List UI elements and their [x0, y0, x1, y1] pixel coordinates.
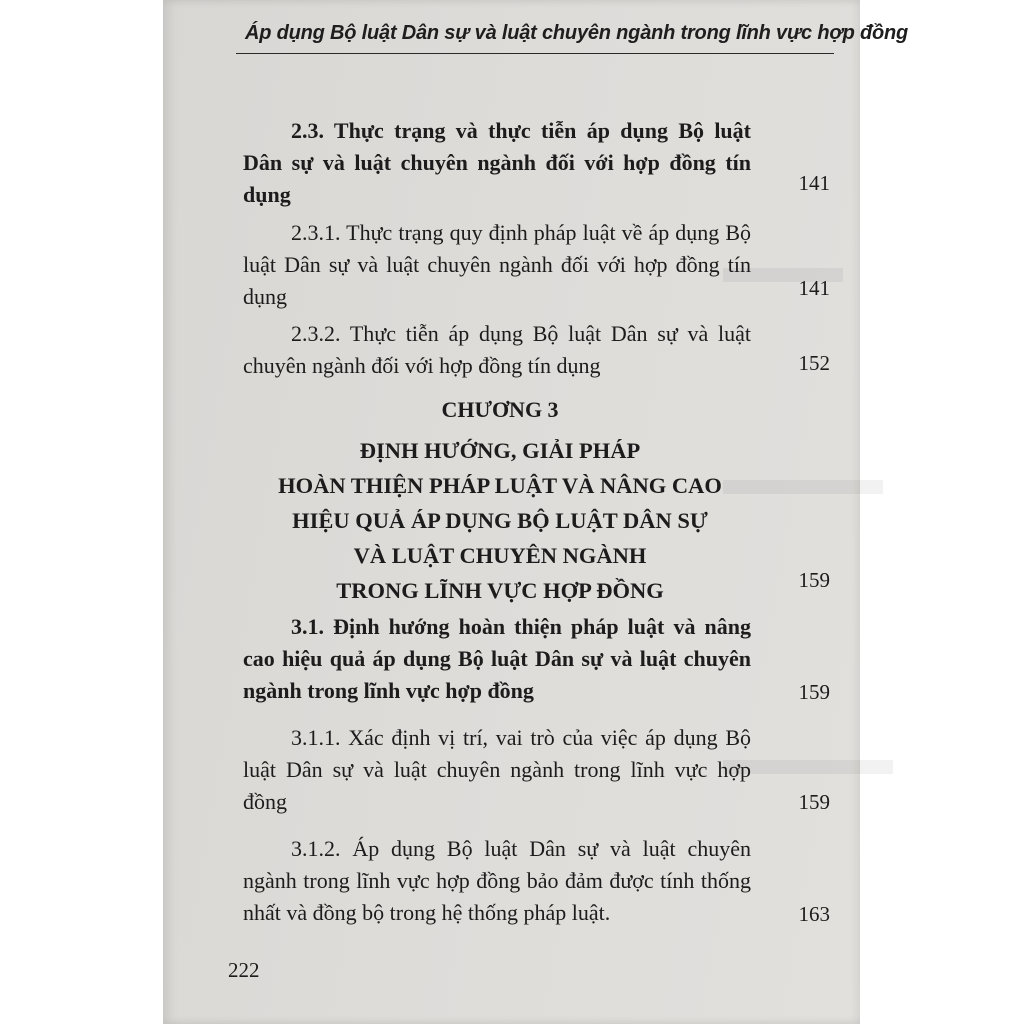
page-folio: 222 [228, 958, 260, 982]
toc-entry-3-1: 3.1. Định hướng hoàn thiện pháp luật và nâng cao hiệu quả áp dụng Bộ luật Dân sự và luật chuyên ngành trong lĩnh vực hợp đồng [243, 614, 751, 703]
toc-page-chapter-3: 159 [798, 568, 830, 592]
toc-entry-2-3-1: 2.3.1. Thực trạng quy định pháp luật về áp dụng Bộ luật Dân sự và luật chuyên ngành đối với hợp đồng tín dụng [243, 220, 751, 309]
toc-entry-3-1-1: 3.1.1. Xác định vị trí, vai trò của việc áp dụng Bộ luật Dân sự và luật chuyên ngành trong lĩnh vực hợp đồng [243, 725, 751, 814]
toc-page-2-3-1: 141 [798, 276, 830, 300]
chapter-title-line: VÀ LUẬT CHUYÊN NGÀNH [353, 543, 647, 568]
chapter-label: CHƯƠNG 3 [441, 397, 559, 422]
toc-entry-2-3-2: 2.3.2. Thực tiễn áp dụng Bộ luật Dân sự và luật chuyên ngành đối với hợp đồng tín dụng [243, 321, 751, 378]
header-rule [236, 53, 834, 54]
chapter-title-line: HIỆU QUẢ ÁP DỤNG BỘ LUẬT DÂN SỰ [292, 508, 708, 533]
toc-entry-3-1-2: 3.1.2. Áp dụng Bộ luật Dân sự và luật chuyên ngành trong lĩnh vực hợp đồng bảo đảm được tính thống nhất và đồng bộ trong hệ thống pháp luật. [243, 836, 751, 925]
running-header: Áp dụng Bộ luật Dân sự và luật chuyên ngành trong lĩnh vực hợp đồng [245, 22, 909, 44]
toc-page-3-1: 159 [798, 680, 830, 704]
chapter-title-line: ĐỊNH HƯỚNG, GIẢI PHÁP [359, 438, 641, 463]
toc-page-3-1-2: 163 [798, 902, 830, 926]
toc-page-2-3: 141 [798, 171, 830, 195]
toc-page-3-1-1: 159 [798, 790, 830, 814]
chapter-title [243, 433, 757, 608]
chapter-title-line: HOÀN THIỆN PHÁP LUẬT VÀ NÂNG CAO [278, 473, 722, 498]
chapter-title-line: TRONG LĨNH VỰC HỢP ĐỒNG [336, 578, 664, 603]
toc-entry-2-3: 2.3. Thực trạng và thực tiễn áp dụng Bộ luật Dân sự và luật chuyên ngành đối với hợp đồng tín dụng [243, 118, 751, 207]
toc-page-2-3-2: 152 [798, 351, 830, 375]
